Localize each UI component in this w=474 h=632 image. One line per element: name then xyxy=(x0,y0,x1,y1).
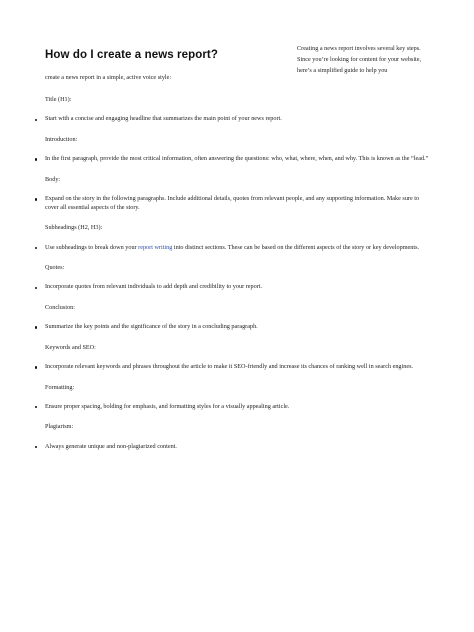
subheadings-text-before: Use subheadings to break down your xyxy=(45,243,139,251)
section-label-conclusion: Conclusion: xyxy=(45,303,75,311)
section-label-introduction: Introduction: xyxy=(45,135,78,143)
section-label-plagiarism: Plagiarism: xyxy=(45,423,74,431)
section-bullet-title: Start with a concise and engaging headline that summarizes the main point of your news report. xyxy=(45,115,433,124)
article-body xyxy=(45,74,433,463)
section-label-subheadings: Subheadings (H2, H3): xyxy=(45,224,103,232)
section-label-formatting: Formatting: xyxy=(45,383,75,391)
section-bullet-subheadings xyxy=(45,244,433,253)
section-bullet-formatting: Ensure proper spacing, bolding for emphasis, and formatting styles for a visually appealing article. xyxy=(45,403,433,412)
section-bullet-quotes: Incorporate quotes from relevant individuals to add depth and credibility to your report. xyxy=(45,283,433,292)
section-bullet-keywords-seo: Incorporate relevant keywords and phrases throughout the article to make it SEO-friendly and increase its chances of ranking well in search engines. xyxy=(45,363,433,372)
aside-intro-text: Creating a news report involves several key steps. Since you’re looking for content for your website, here’s a simplified guide to help you xyxy=(297,45,422,74)
section-label-title: Title (H1): xyxy=(45,95,72,103)
section-label-body: Body: xyxy=(45,175,61,183)
report-writing-link[interactable]: report writing xyxy=(138,243,173,251)
section-label-keywords-seo: Keywords and SEO: xyxy=(45,343,96,351)
section-bullet-introduction: In the first paragraph, provide the most critical information, often answering the questions: who, what, where, when, and why. This is known as the “lead.” xyxy=(45,155,433,164)
page-title: How do I create a news report? xyxy=(45,49,218,61)
subheadings-text-after: into distinct sections. These can be based on the different aspects of the story or key developments. xyxy=(172,243,420,251)
section-label-quotes: Quotes: xyxy=(45,264,65,272)
section-bullet-body: Expand on the story in the following paragraphs. Include additional details, quotes from relevant people, and any supporting information. Make sure to cover all essential aspects of the story. xyxy=(45,195,433,213)
section-bullet-plagiarism: Always generate unique and non-plagiarized content. xyxy=(45,443,433,452)
intro-text: create a news report in a simple, active voice style: xyxy=(45,74,172,81)
section-bullet-conclusion: Summarize the key points and the significance of the story in a concluding paragraph. xyxy=(45,323,433,332)
